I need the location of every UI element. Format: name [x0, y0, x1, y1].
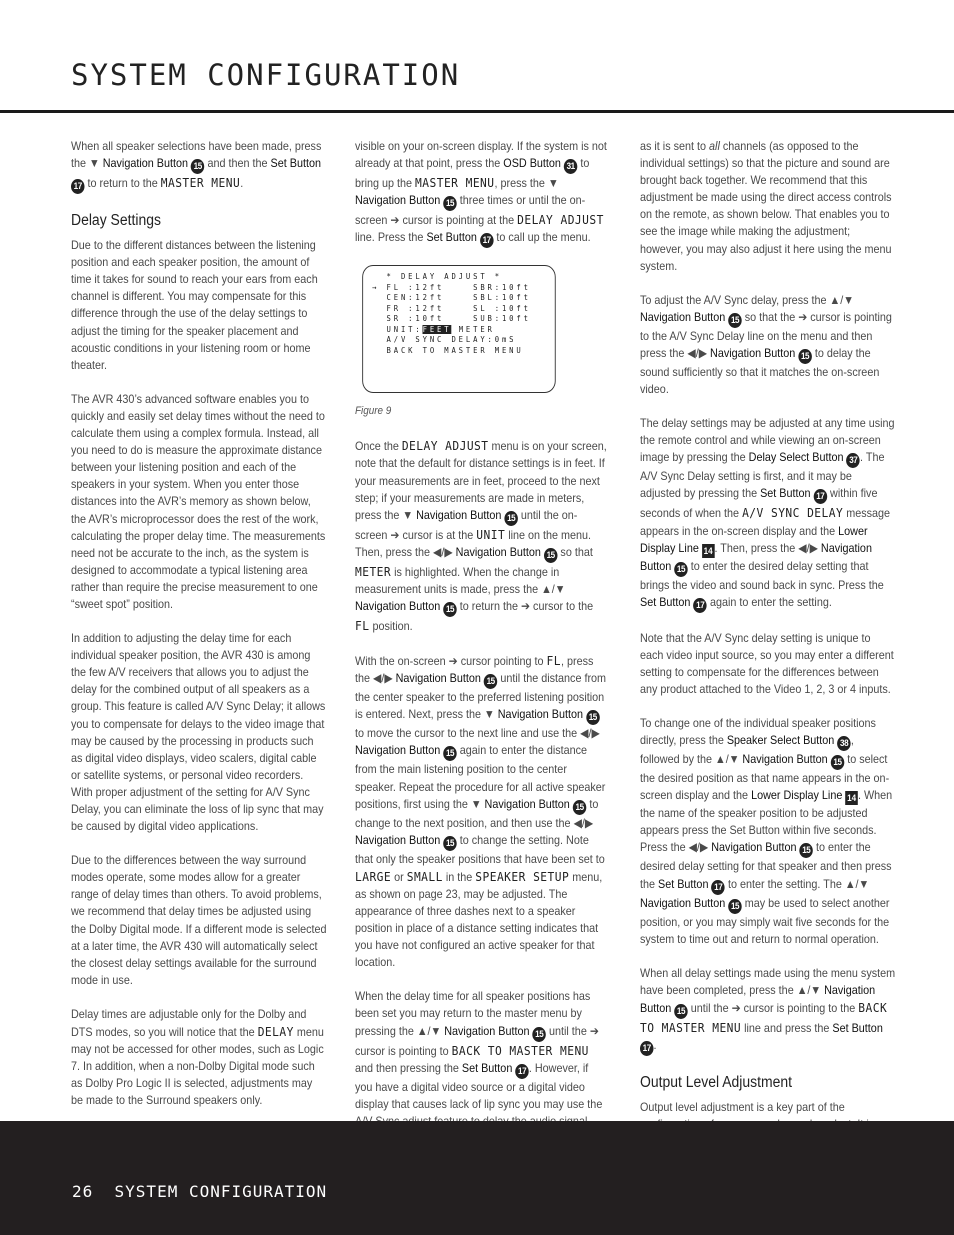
paragraph: The delay settings may be adjusted at any time using the remote control and while viewing an on-screen image by pressing the Delay Select Button 37 . The A/V Sync Delay setting is first, and it may be adjusted by pressing the Set Button 17 within five seconds of when the A/V SYNC DELAY message appears in the on-screen display and the Lower Display Line 14 . Then, press the ◀/▶ Navigation Button 15 to enter the desired delay setting that brings the video and sound back in sync. Press the Set Button 17 again to enter the setting.: [640, 415, 896, 613]
osd-unit-highlight: FEET: [422, 324, 452, 334]
page-title: SYSTEM CONFIGURATION: [71, 58, 461, 92]
paragraph: When the delay time for all speaker positions has been set you may return to the master menu by pressing the ▲/▼ Navigation Button 15 until the ➔ cursor is pointing to BACK TO MASTER MENU and then pressing the Set Button 17 . However, if you have a digital video source or a digital video display that causes lack of lip sync you may use the: [355, 989, 603, 1111]
delay-settings-heading: Delay Settings: [71, 212, 161, 230]
output-level-heading: Output Level Adjustment: [640, 1074, 793, 1091]
paragraph: Delay times are adjustable only for the Dolby and DTS modes, so you will notice that the DELAY menu may not be accessed for other modes, such as Logic 7. In addition, when a non-Dolby Digital mode such as Dolby Pro Logic II is selected, adjustments may be made to the Surround speakers only.: [71, 1006, 324, 1108]
column-3: [640, 138, 896, 1184]
paragraph: visible on your on-screen display. If the system is not already at that point, press the OSD Button 31 to bring up the MASTER MENU, press the ▼ Navigation Button 15 three times or until the on-screen ➔ cursor is pointing at the DELAY ADJUST line. Press the Set Button 17 to call up the menu.: [355, 138, 608, 248]
figure-caption: Figure 9: [355, 405, 392, 418]
paragraph: When all speaker selections have been made, press the ▼ Navigation Button 15 and then the Set Button 17 to return to the MASTER MENU.: [71, 138, 327, 194]
osd-unit-line: UNIT:FEET METER: [372, 324, 495, 334]
paragraph: When all delay settings made using the menu system have been completed, press the ▲/▼ Navigation Button 15 until the ➔ cursor is pointing to the BACK TO MASTER MENU line and press the Set Button 17 .: [640, 965, 896, 1056]
osd-line: A/V SYNC DELAY:0mS: [372, 335, 517, 345]
paragraph: With the on-screen ➔ cursor pointing to FL, press the ◀/▶ Navigation Button 15 until the distance from the center speaker to the preferred listening position is entered. Next, press the ▼ Navigation Button 15 to move the cursor to the next line and use the ◀/▶ Navigation Button 15 again to enter the distance from the main listening position to the center speaker. Repeat the procedure for all active speaker positions, first using the ▼ Navigation Button 15 to change to the next position, and then use the ◀/▶ Navigation Button 15 to change the setting. Note that only the speaker positions that have been set to LARGE or SMALL in the SPEAKER SETUP menu, as shown on page 23, may be adjusted. The appearance of three dashes next to a speaker position in place of a distance setting indicates that you have not configured an active speaker for that location.: [355, 653, 607, 970]
paragraph: Once the DELAY ADJUST menu is on your screen, note that the default for distance settings is in feet. If your measurements are in feet, proceed to the next step; if your measurements are made in meters, press the ▼ Navigation Button 15 until the on-screen ➔ cursor is at the UNIT line on the menu. Then, press the ◀/▶ Navigation Button 15 so that METER is highlighted. When the change in measurement units is made, press the ▲/▼ Navigation Button 15 to return the ➔ cursor to the FL position.: [355, 438, 607, 634]
osd-delay-adjust-screen: [362, 265, 556, 393]
osd-line: SR :10ft SUB:10ft: [372, 314, 531, 324]
footer-label: [72, 1182, 327, 1201]
osd-line: BACK TO MASTER MENU: [372, 345, 524, 355]
osd-line: CEN:12ft SBL:10ft: [372, 293, 531, 303]
paragraph: In addition to adjusting the delay time for each individual speaker position, the AVR 430 is among the few A/V receivers that allows you to adjust the delay for the combined output of all speakers as a group. This feature is called A/V Sync Delay; it allows you to compensate for delays to the video image that may be caused by the processing in products such as digital video displays, video scalers, digital cable or satellite systems, or personal video recorders. With proper adjustment of the setting for A/V Sync Delay, you can eliminate the loss of lip sync that may be caused by digital video applications.: [71, 631, 326, 834]
paragraph: To adjust the A/V Sync delay, press the ▲/▼ Navigation Button 15 so that the ➔ cursor is pointing to the A/V Sync Delay line on the menu and then press the ◀/▶ Navigation Button 15 to delay the sound sufficiently so that it matches the on-screen video.: [640, 292, 892, 397]
osd-line: * DELAY ADJUST *: [372, 272, 502, 282]
paragraph: Due to the different distances between the listening position and each speaker position, the amount of time it takes for sound to reach your ears from each channel is different. You may compensate for this difference through the use of the delay settings to adjust the timing for the speaker placement and acoustic conditions in your listening room or home theater.: [71, 238, 318, 372]
page-number: 26: [72, 1182, 94, 1201]
osd-line: → FL :12ft SBR:10ft: [372, 282, 531, 292]
column-2: [355, 138, 608, 1147]
footer-section: SYSTEM CONFIGURATION: [114, 1182, 328, 1201]
header-rule: [0, 110, 954, 113]
footer-bar: [0, 1121, 954, 1235]
paragraph: Due to the differences between the way surround modes operate, some modes allow for a greater range of delay times than others. To avoid problems, we recommend that delay times be adjusted using the Dolby Digital mode. If a different mode is selected at a later time, the AVR 430 will automatically select the closest delay settings available for the surround mode in use.: [71, 853, 327, 987]
paragraph: The AVR 430’s advanced software enables you to quickly and easily set delay times without the need to calculate them using a complex formula. Instead, all you need to do is measure the approximate distance between your listening position and each of the speakers in your system. When you enter those distances into the AVR’s memory as shown below, the AVR’s microprocessor does the rest of the work, calculating the proper delay time. The measurements need not be accurate to the inch, as the system is designed to accommodate a typical listening area rather than require the precise measurement to one “sweet spot” position.: [71, 391, 326, 611]
paragraph: as it is sent to all channels (as opposed to the individual settings) so that the picture and sound are brought back together. We recommend that this adjustment be made using the direct access controls on the remote, as shown below. That enables you to see the image while making the adjustment; however, you may also adjust it here using the menu system.: [640, 139, 892, 273]
paragraph: To change one of the individual speaker positions directly, press the Speaker Select Button 38 , followed by the ▲/▼ Navigation Button 15 to select the desired position as that name appears in the on-screen display and the Lower Display Line 14 . When the name of the speaker position to be adjusted appears press the Set Button within five seconds. Press the ◀/▶ Navigation Button 15 to enter the desired delay setting for that speaker and then press the Set Button 17 to enter the setting. The ▲/▼ Navigation Button 15 may be used to select another position, or you may simply wait five seconds for the system to time out and return to normal operation.: [640, 716, 893, 946]
osd-line: FR :12ft SL :10ft: [372, 303, 531, 313]
paragraph: Note that the A/V Sync delay setting is unique to each video input source, so you may enter a different setting to compensate for the differences between any product attached to the Video 1, 2, 3 or 4 inputs.: [640, 630, 894, 696]
column-1: [71, 138, 327, 1180]
paragraph: Output level adjustment is a key part of the: [640, 1100, 845, 1114]
